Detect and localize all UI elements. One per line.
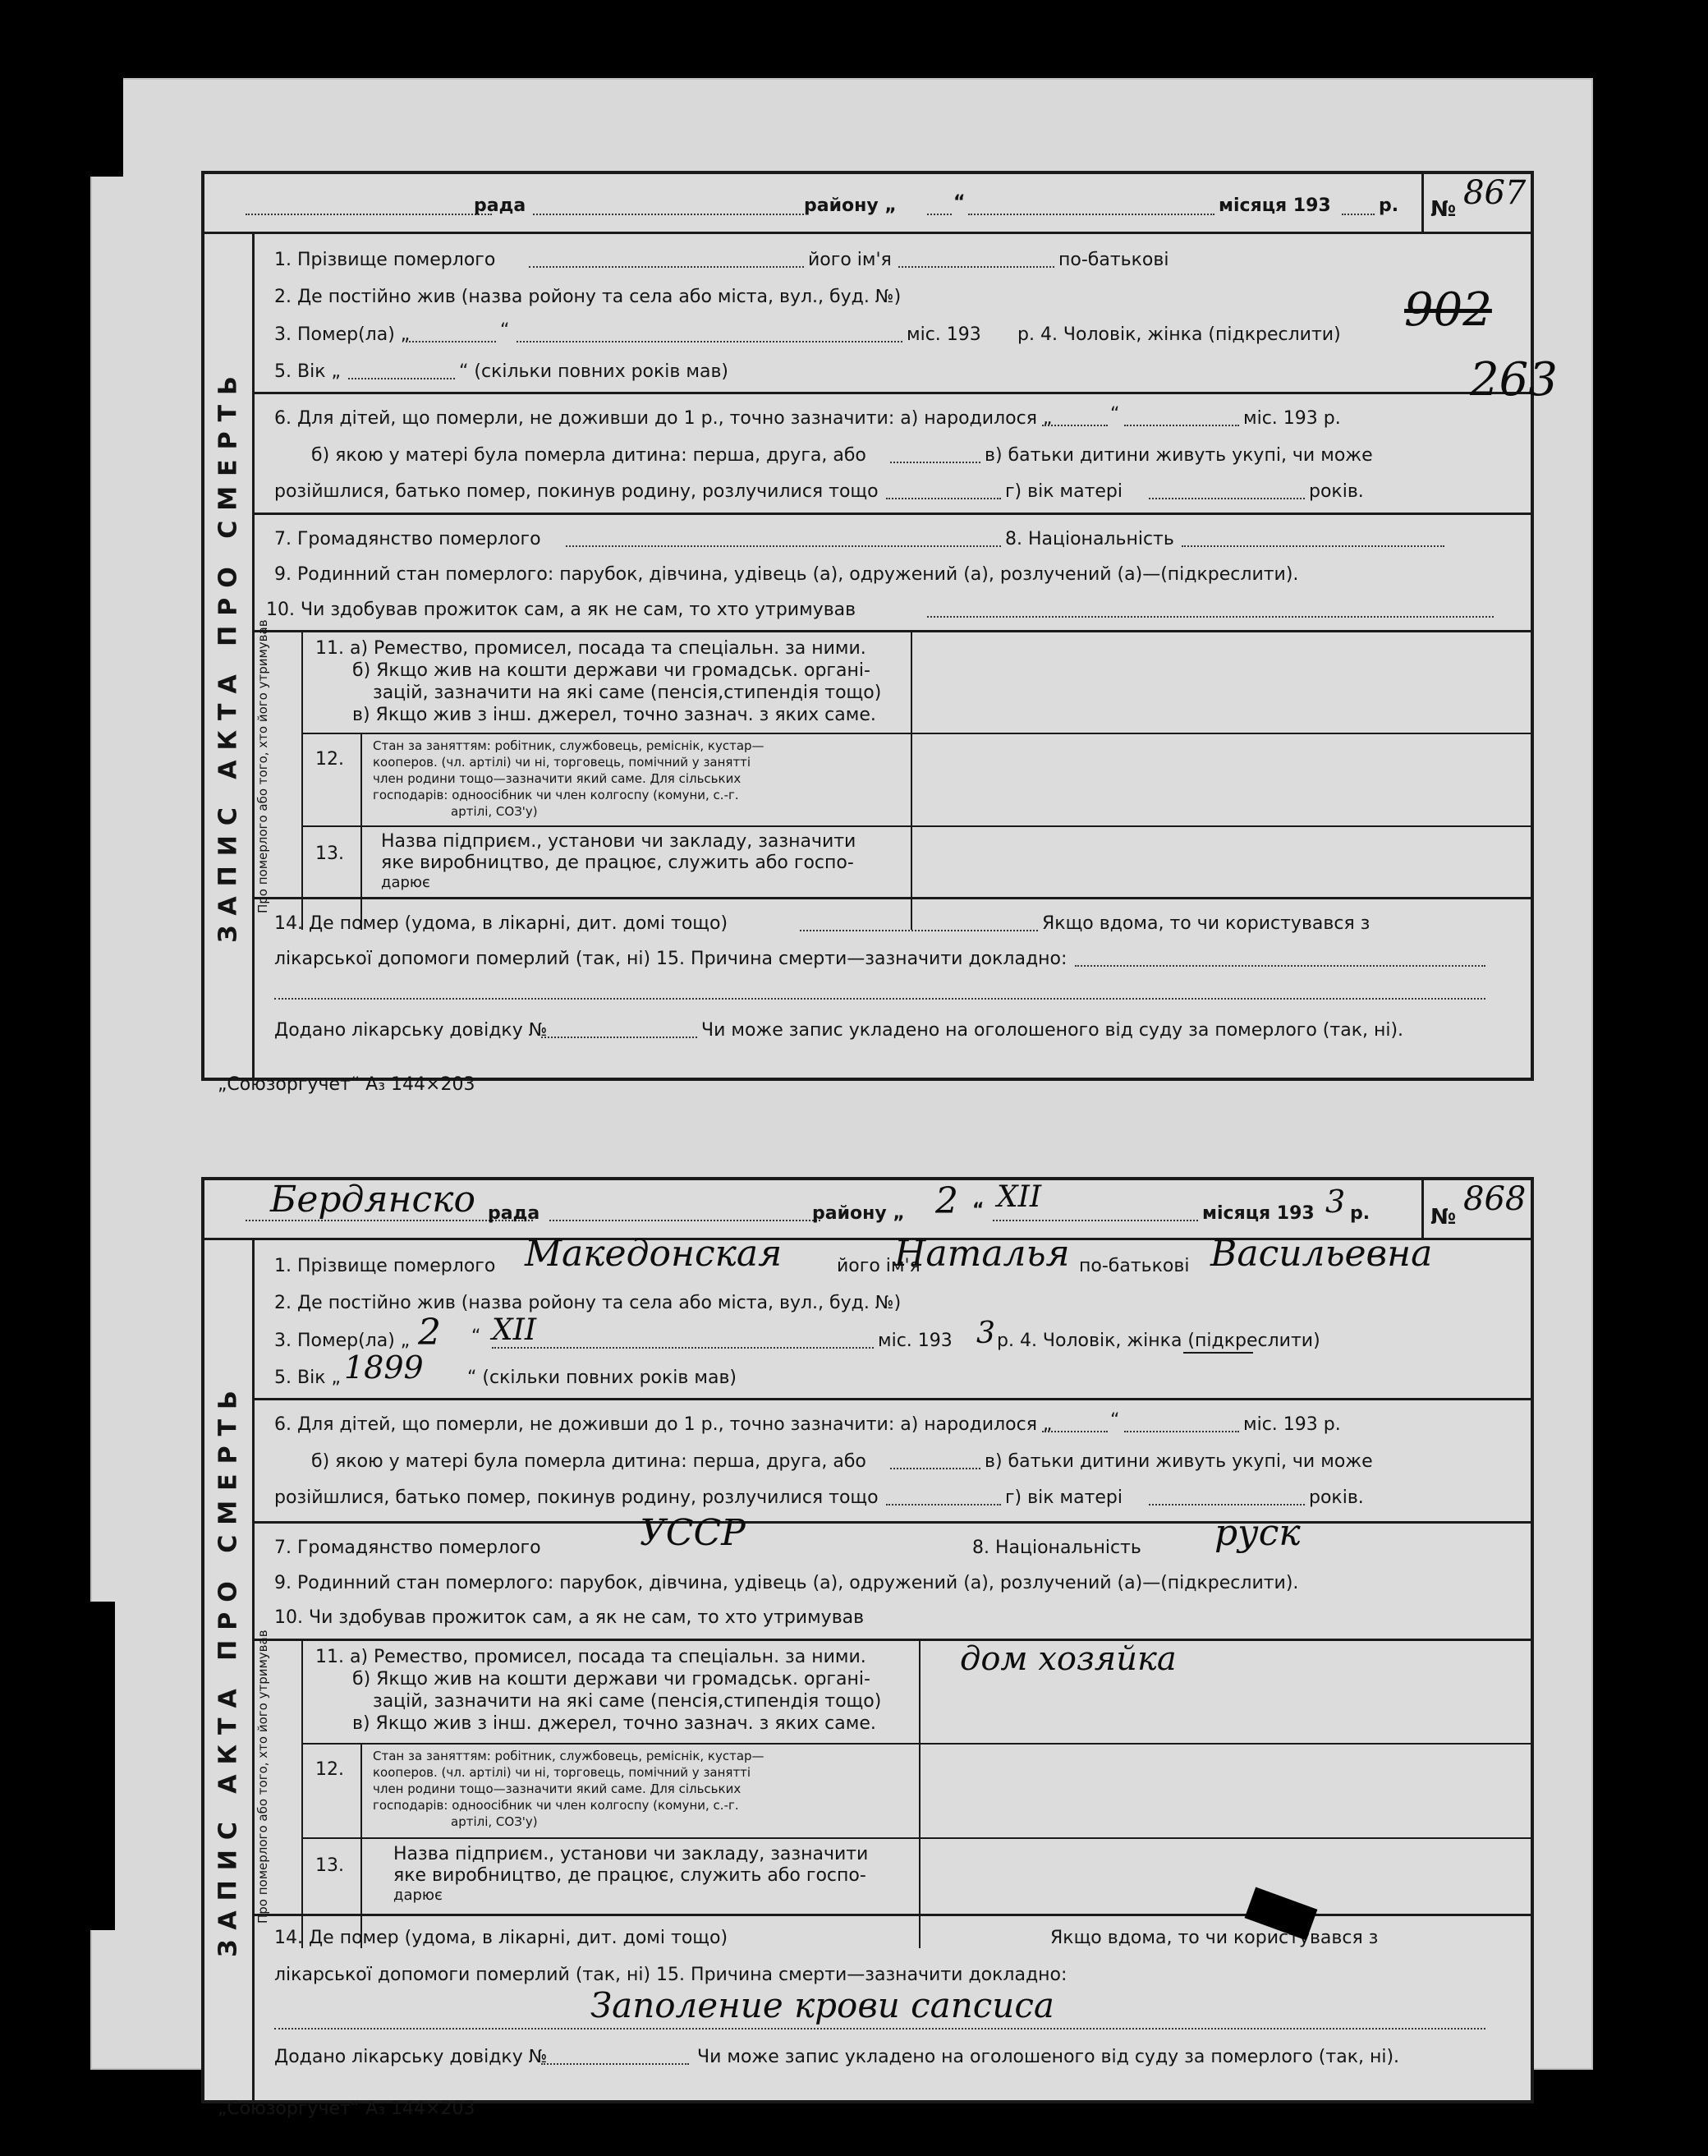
field-5-age-note: “ (скільки повних років мав) (467, 1368, 737, 1388)
field-13-line-1: Назва підприєм., установи чи закладу, зазначити (381, 831, 856, 852)
nationality-value: руск (1214, 1512, 1301, 1554)
field-11a-label: 11. а) Ремество, промисел, посада та спеціальн. за ними. (315, 638, 866, 659)
field-8-nationality-label: 8. Національність (972, 1538, 1141, 1558)
field-13-line-2: яке виробництво, де працює, служить або госпо- (381, 853, 854, 873)
field-11b-label-2: зацій, зазначити на які саме (пенсія,стипендія тощо) (373, 683, 882, 703)
field-6g-label: г) вік матері (1005, 1487, 1123, 1508)
field-1-name-label: його ім'я (808, 250, 892, 270)
field-6g-years: років. (1309, 1487, 1364, 1508)
sub-label: Про померлого або того, хто його утримував (255, 1630, 270, 1924)
date-month: XII (997, 1180, 1042, 1214)
header-quote: “ (972, 1200, 985, 1221)
record-number: 868 (1463, 1180, 1527, 1218)
form-header (204, 174, 1531, 234)
field-6a-label: 6. Для дітей, що померли, не доживши до 1 р., точно зазначити: а) народилося „ (274, 1414, 1053, 1435)
field-1-patronymic-label: по-батькові (1058, 250, 1169, 270)
field-6v-label: в) батьки дитини живуть укупі, чи може (985, 1451, 1373, 1472)
field-4-gender-label: р. 4. Чоловік, жінка (підкреслити) (997, 1331, 1320, 1351)
date-day: 2 (935, 1180, 958, 1222)
field-2-residence-label: 2. Де постійно жив (назва ройону та села або міста, вул., буд. №) (274, 287, 902, 307)
field-5-age-label: 5. Вік „ (274, 361, 341, 382)
field-6a-quote: “ (1110, 1410, 1120, 1431)
header-year-r: р. (1379, 195, 1399, 216)
field-9-marital-label: 9. Родинний стан померлого: парубок, дівчина, удівець (а), одружений (а), розлучений (а)—(підкреслити). (274, 564, 1299, 585)
field-13-line-2: яке виробництво, де працює, служить або госпо- (393, 1865, 866, 1886)
death-month: XII (492, 1313, 537, 1347)
field-3-died-label: 3. Помер(ла) „ (274, 324, 411, 345)
field-16-court-label: Чи може запис укладено на оголошеного від суду за померлого (так, ні). (697, 2047, 1400, 2067)
field-11a-label: 11. а) Ремество, промисел, посада та спеціальн. за ними. (315, 1647, 866, 1667)
field-6a-month: міс. 193 р. (1243, 1414, 1341, 1435)
field-11b-label: б) Якщо жив на кошти держави чи громадськ. органі- (352, 1669, 870, 1689)
header-year-r: р. (1350, 1203, 1371, 1224)
header-raionu: району „ (804, 195, 897, 216)
side-label: ЗАПИС АКТА ПРО СМЕРТЬ (214, 1381, 243, 1957)
field-12-line-3: член родини тощо—зазначити який саме. Для сільських (373, 1781, 742, 1796)
footer-1: „Союзоргучет“ А₃ 144×203 (218, 1074, 475, 1095)
death-day: 2 (418, 1312, 441, 1354)
field-12-line-3: член родини тощо—зазначити який саме. Для сільських (373, 771, 742, 786)
header-month: місяця 193 (1219, 195, 1331, 216)
field-5-age-label: 5. Вік „ (274, 1368, 341, 1388)
cause-of-death-value: Заполение крови сапсиса (590, 1985, 1054, 2025)
field-4-gender-label: р. 4. Чоловік, жінка (підкреслити) (1017, 324, 1341, 345)
field-6a-quote: “ (1110, 404, 1120, 425)
citizenship-value: УССР (640, 1512, 746, 1554)
field-14-place-label: 14. Де помер (удома, в лікарні, дит. домі тощо) (274, 913, 728, 934)
field-12-line-4: господарів: одноосібник чи член колгоспу (комуни, с.-г. (373, 1798, 739, 1813)
field-16-certificate-label: Додано лікарську довідку № (274, 1020, 548, 1041)
death-year-digit: 3 (976, 1317, 995, 1350)
field-12-line-4: господарів: одноосібник чи член колгоспу (комуни, с.-г. (373, 788, 739, 802)
field-12-number: 12. (315, 1759, 344, 1780)
field-14-place-label: 14. Де помер (удома, в лікарні, дит. домі тощо) (274, 1928, 728, 1948)
field-3-month-label: міс. 193 (878, 1331, 953, 1351)
margin-number-1: 902 (1404, 283, 1492, 337)
field-3-quote: “ (500, 320, 510, 341)
field-12-line-5: артілі, СОЗ'у) (451, 1814, 538, 1829)
female-underline (1183, 1352, 1253, 1354)
header-quote: “ (953, 192, 966, 213)
field-13-line-3: дарює (393, 1887, 443, 1904)
field-5-age-note: “ (скільки повних років мав) (459, 361, 728, 382)
header-month: місяця 193 (1202, 1203, 1315, 1224)
field-10-support-label: 10. Чи здобував прожиток сам, а як не сам, то хто утримував (266, 600, 856, 620)
field-6g-label: г) вік матері (1005, 481, 1123, 502)
field-3-died-label: 3. Помер(ла) „ (274, 1331, 411, 1351)
side-label-column (204, 232, 255, 1078)
field-6c-label: розійшлися, батько помер, покинув родину, розлучилися тощо (274, 1487, 879, 1508)
field-9-marital-label: 9. Родинний стан померлого: парубок, дівчина, удівець (а), одружений (а), розлучений (а)—(підкреслити). (274, 1573, 1299, 1593)
field-7-citizenship-label: 7. Громадянство померлого (274, 1538, 541, 1558)
field-12-line-1: Стан за заняттям: робітник, службовець, реміснік, кустар— (373, 1749, 764, 1763)
field-15-cause-label: лікарської допомоги померлий (так, ні) 15. Причина смерти—зазначити докладно: (274, 1965, 1068, 1985)
patronymic: Васильевна (1210, 1233, 1433, 1275)
field-13-line-1: Назва підприєм., установи чи закладу, зазначити (393, 1844, 869, 1864)
field-14-home-label: Якщо вдома, то чи користувався з (1050, 1928, 1379, 1948)
field-6b-label: б) якою у матері була померла дитина: перша, друга, або (311, 1451, 866, 1472)
field-3-month-label: міс. 193 (907, 324, 981, 345)
field-13-line-3: дарює (381, 874, 430, 891)
field-1-patronymic-label: по-батькові (1079, 1256, 1190, 1276)
field-12-number: 12. (315, 749, 344, 770)
record-number-box (1421, 174, 1531, 232)
margin-number-2: 263 (1470, 353, 1558, 407)
field-15-cause-label: лікарської допомоги померлий (так, ні) 15. Причина смерти—зазначити докладно: (274, 949, 1068, 969)
footer-2: „Союзоргучет“ А₃ 144×203 (218, 2099, 475, 2119)
date-year-digit: 3 (1325, 1184, 1346, 1220)
field-16-certificate-label: Додано лікарську довідку № (274, 2047, 548, 2067)
field-12-line-1: Стан за заняттям: робітник, службовець, реміснік, кустар— (373, 738, 764, 753)
number-sign: № (1430, 1205, 1457, 1230)
torn-edge (90, 1602, 115, 1930)
field-1-surname-label: 1. Прізвище померлого (274, 1256, 496, 1276)
field-1-name-label: його ім'я (837, 1256, 921, 1276)
field-6b-label: б) якою у матері була померла дитина: перша, друга, або (311, 445, 866, 466)
torn-edge (90, 78, 123, 177)
field-12-line-2: кооперов. (чл. артілі) чи ні, торговець, помічний у занятті (373, 755, 751, 770)
rada-name: Бердянско (270, 1179, 475, 1221)
field-16-court-label: Чи може запис укладено на оголошеного від суду за померлого (так, ні). (701, 1020, 1404, 1041)
header-rada: рада (474, 195, 526, 216)
field-14-home-label: Якщо вдома, то чи користувався з (1042, 913, 1371, 934)
field-11v-label: в) Якщо жив з інш. джерел, точно зазнач. з яких саме. (352, 705, 876, 725)
surname: Македонская (525, 1233, 783, 1275)
occupation-value: дом хозяйка (960, 1640, 1177, 1678)
field-11v-label: в) Якщо жив з інш. джерел, точно зазнач. з яких саме. (352, 1713, 876, 1734)
field-3-quote: “ (471, 1326, 481, 1347)
record-number: 867 (1463, 174, 1527, 212)
field-6a-label: 6. Для дітей, що померли, не доживши до 1 р., точно зазначити: а) народилося „ (274, 408, 1053, 429)
number-sign: № (1430, 197, 1457, 222)
field-7-citizenship-label: 7. Громадянство померлого (274, 529, 541, 549)
death-record-form-1 (201, 171, 1534, 1081)
field-11b-label: б) Якщо жив на кошти держави чи громадськ. органі- (352, 660, 870, 681)
given-name: Наталья (894, 1233, 1070, 1275)
field-6c-label: розійшлися, батько помер, покинув родину, розлучилися тощо (274, 481, 879, 502)
sub-label: Про померлого або того, хто його утримував (255, 619, 270, 913)
field-6g-years: років. (1309, 481, 1364, 502)
header-rada: рада (488, 1203, 540, 1224)
field-6a-month: міс. 193 р. (1243, 408, 1341, 429)
field-11b-label-2: зацій, зазначити на які саме (пенсія,стипендія тощо) (373, 1691, 882, 1712)
field-1-surname-label: 1. Прізвище померлого (274, 250, 496, 270)
field-12-line-2: кооперов. (чл. артілі) чи ні, торговець, помічний у занятті (373, 1765, 751, 1780)
field-8-nationality-label: 8. Національність (1005, 529, 1174, 549)
field-10-support-label: 10. Чи здобував прожиток сам, а як не сам, то хто утримував (274, 1607, 865, 1628)
field-2-residence-label: 2. Де постійно жив (назва ройону та села або міста, вул., буд. №) (274, 1293, 902, 1313)
side-label: ЗАПИС АКТА ПРО СМЕРТЬ (214, 366, 243, 943)
field-12-line-5: артілі, СОЗ'у) (451, 804, 538, 819)
field-13-number: 13. (315, 1855, 344, 1876)
field-6v-label: в) батьки дитини живуть укупі, чи може (985, 445, 1373, 466)
header-raionu: району „ (812, 1203, 905, 1224)
form-header (204, 1180, 1531, 1240)
side-label-column (204, 1238, 255, 2100)
age-value: 1899 (344, 1349, 424, 1386)
field-13-number: 13. (315, 844, 344, 864)
death-record-form-2 (201, 1177, 1534, 2103)
record-number-box (1421, 1180, 1531, 1238)
